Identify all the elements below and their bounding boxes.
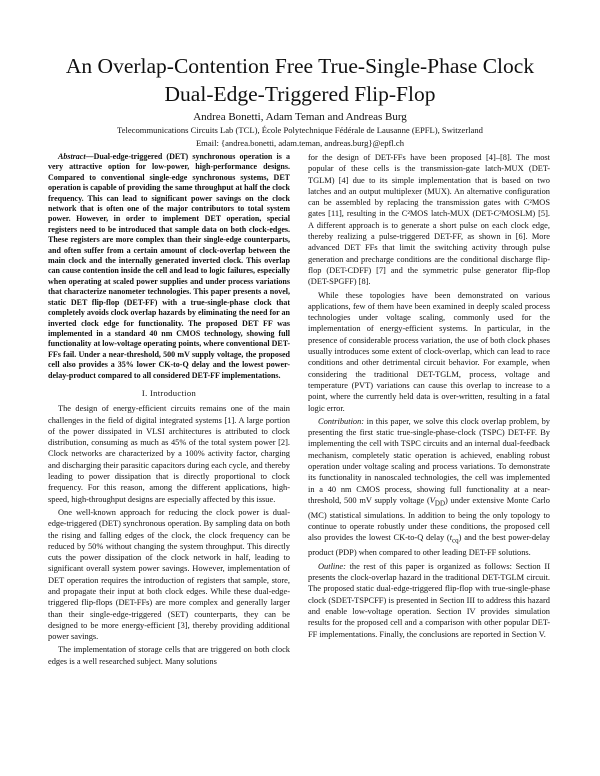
paper-title: An Overlap-Contention Free True-Single-Phase Clock Dual-Edge-Triggered Flip-Flop <box>65 54 535 106</box>
contribution-lead: Contribution: <box>318 416 365 426</box>
contribution-paragraph <box>308 416 550 559</box>
abstract-text: Dual-edge-triggered (DET) synchronous operation is a very attractive option for low-power, high-performance designs. Compared to conventional single-edge synchronous systems, DET operation is capable of providing the same throughput at half the clock frequency. This can lead to significant power savings on the clock network that is often one of the major contributors to total system power. However, in order to implement DET operation, special registers need to be introduced that sample data on both clock-edges. These registers are more complex than their single-edge counterparts, and often suffer from a certain amount of clock-overlap between the main clock and the internally generated inverted clock. This overlap can cause contention inside the cell and lead to logic failures, especially when operating at scaled power supplies and under process variations that characterize nanometer technologies. This paper presents a novel, static DET flip-flop (DET-FF) with a true-single-phase clock that completely avoids clock overlap hazards by eliminating the need for an inverted clock edge for functionality. The proposed DET FF was implemented in a standard 40 nm CMOS technology, showing full functionality at low-voltage operating points, where conventional DET-FFs fail. Under a near-threshold, 500 mV supply voltage, the proposed cell also provides a 35% lower CK-to-Q delay and the lowest power-delay-product compared to all considered DET-FF implementations. <box>48 152 290 380</box>
contact-email: Email: {andrea.bonetti, adam.teman, andreas.burg}@epfl.ch <box>195 138 405 148</box>
author-list: Andrea Bonetti, Adam Teman and Andreas Burg <box>193 111 407 123</box>
contribution-text-a: in this paper, we solve this clock overlap problem, by presenting the first static true-single-phase-clock (TSPC) DET-FF. By implementing the cell with TSPC circuits and an internal dual-feedback mechanism, completely static operation is achieved, enabling robust operation under voltage scaling and process variations. To demonstrate its functionality in nanoscaled technologies, the cell was implemented in a 40 nm CMOS process, showing full functionality at a near-threshold, 500 mV supply voltage ( <box>308 416 550 505</box>
outline-text: the rest of this paper is organized as follows: Section II presents the clock-overlap hazard in the traditional DET-TGLM circuit. The proposed static dual-edge-triggered flip-flop with true-single-phase clock (SDET-TSPCFF) is presented in Section III to address this hazard and enable low-voltage operation. Section IV provides simulation results for the proposed cell and a comparison with other popular DET-FF implementations. Finally, the conclusions are reported in Section V. <box>308 561 550 639</box>
outline-lead: Outline: <box>318 561 346 571</box>
contribution-text-c: ) and the best power-delay product (PDP) when compared to other leading DET-FF solutions. <box>308 533 550 558</box>
affiliation: Telecommunications Circuits Lab (TCL), École Polytechnique Fédérale de Lausanne (EPFL), Switzerland <box>117 125 483 135</box>
related-work-paragraph: for the design of DET-FFs have been proposed [4]–[8]. The most popular of these cells is the transmission-gate latch-MUX (DET-TGLM) [4] due to its simple implementation that is based on two latches and an output multiplexer (MUX). An alternative configuration can be assembled by replacing the transmission gates with C²MOS gates [11], resulting in the C²MOS latch-MUX (DET-C²MOSLM) [5]. A different approach is to generate a short pulse on each clock edge, thereby realizing a pulse-triggered DET-FF, as shown in [6]. More advanced DET FFs that limit the switching activity through pulse generation and precharge conditions are the conditional discharge flip-flop (DET-CDFF) [7] and the symmetric pulse generator flip-flop (DET-SPGFF) [8]. <box>308 153 550 287</box>
vdd-symbol: V <box>429 495 435 505</box>
abstract <box>48 152 290 381</box>
vdd-subscript: DD <box>434 499 446 508</box>
intro-paragraph-3: The implementation of storage cells that are triggered on both clock edges is a well researched subject. Many solutions <box>48 645 290 666</box>
intro-paragraph-1: The design of energy-efficient circuits remains one of the main challenges in the field of digital integrated systems [1]. A large portion of the power dissipated in VLSI architectures is attributed to clock distribution, consuming as much as 45% of the total system power [2]. Clock networks are characterized by a 100% activity factor, charging and discharging their parasitic capacitors during each cycle, and thereby leading to power dissipation that is directly proportional to clock frequency. For this reason, among the different applications, high-speed, high-throughput designs are especially affected by this issue. <box>48 404 290 504</box>
tcq-symbol: t <box>449 533 453 543</box>
variation-paragraph: While these topologies have been demonstrated on various applications, few of them have been examined in deeply scaled process technologies under voltage scaling, commonly used for the implementation of energy-efficient systems. In particular, in the presence of considerable process variation, the use of both clock phases usually introduces some extent of clock-overlap, which can lead to race conditions and other detrimental circuit behavior. For example, when considering the traditional DET-TGLM, process, voltage and temperature (PVT) variations can cause this overlap to increase to a point, where the currently held data is over-written, resulting in a fatal logic error. <box>308 290 550 413</box>
contribution-text-b: ) under extensive Monte Carlo (MC) statistical simulations. In addition to being the only topology to continue to operate robustly under these conditions, the proposed cell also provides the lowest CK-to-Q delay ( <box>308 495 550 543</box>
section-heading-introduction: I. Introduction <box>141 387 197 398</box>
intro-paragraph-2: One well-known approach for reducing the clock power is dual-edge-triggered (DET) synchronous operation. By sampling data on both the rising and falling edges of the clock, the clock frequency can be reduced by 50% without changing the system throughput. This directly cuts the power dissipation of the clock network in half, leading to significant overall system power savings. However, implementation of DET operation requires the introduction of registers that sample, store, and propagate their input at both clock edges. While these dual-edge-triggered flip-flops (DET-FFs) are more complex and generally larger than their single-edge-triggered (SET) counterparts, they can be designed to be more energy-efficient [3], thereby providing additional power savings. <box>48 507 290 642</box>
left-column <box>48 152 290 667</box>
abstract-lead: Abstract— <box>58 152 94 161</box>
outline-paragraph <box>308 561 550 640</box>
tcq-subscript: cq <box>452 537 459 546</box>
right-column <box>308 152 550 640</box>
